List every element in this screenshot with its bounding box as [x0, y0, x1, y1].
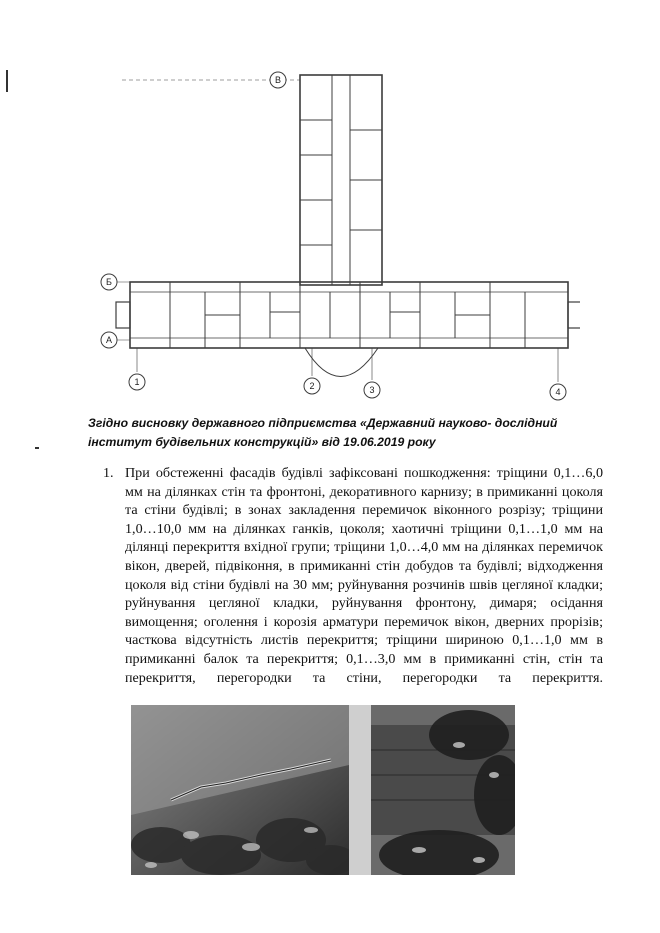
axis-label-a: А — [105, 335, 113, 345]
axis-label-4: 4 — [555, 387, 561, 397]
scan-mark — [35, 447, 39, 449]
damage-photos — [131, 705, 515, 875]
axis-label-3: 3 — [369, 385, 375, 395]
section-caption: Згідно висновку державного підприємства «Державний науково- дослідний інститут будівельних конструкцій» від 19.06.2019 року — [88, 416, 558, 449]
scan-mark — [6, 70, 8, 92]
list-item-text: При обстеженні фасадів будівлі зафіксовані пошкодження: тріщини 0,1…6,0 мм на ділянках стін та фронтоні, декоративного карнизу; в примиканні цоколя та стіни будівлі; в зонах закладення перемичок віконного розрізу; тріщини 1,0…10,0 мм на ділянках ганків, цоколя; хаотичні тріщини 0,1…1,0 мм на ділянці перекриття вхідної групи; тріщини 1,0…4,0 мм на ділянках перемичок вікон, дверей, підвіконня, в примиканні стін добудов та будівлі; відходження цоколя від стіни будівлі на 30 мм; руйнування розчинів швів цегляної кладки; руйнування цегляної кладки, руйнування фронтону, димаря; осідання вимощення; оголення і корозія арматури перемичок вікон, дверних прорізів; часткова відсутність листів перекриття; тріщини шириною 0,1…1,0 мм в примиканні балок та перекриття; 0,1…3,0 мм в примиканні стін, стін та перекриття, перегородки та стіни, перегородки та перекриття. — [125, 465, 603, 686]
axis-label-v: В — [274, 75, 282, 85]
photo-wall-vegetation — [349, 705, 515, 875]
axis-label-b: Б — [106, 277, 112, 287]
axis-label-1: 1 — [134, 377, 140, 387]
list-item-number: 1. — [103, 465, 114, 481]
floor-plan-drawing — [100, 60, 580, 405]
axis-label-2: 2 — [309, 381, 315, 391]
photo-wall-crack — [131, 705, 349, 875]
